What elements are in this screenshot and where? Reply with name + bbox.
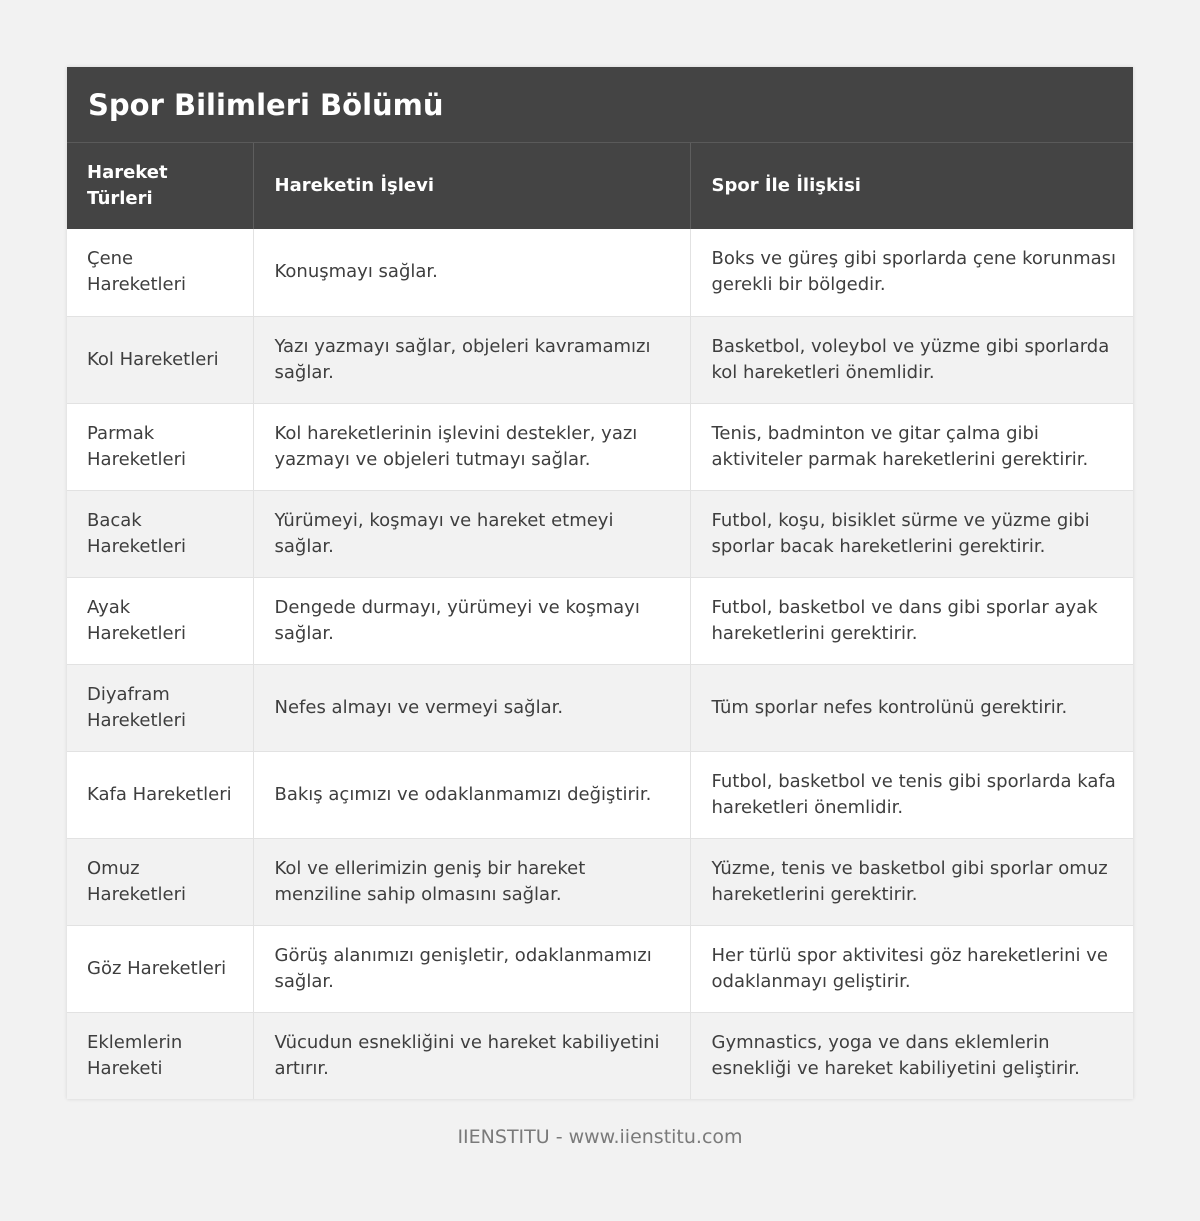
function-cell: Yürümeyi, koşmayı ve hareket etmeyi sağlar. [253, 490, 690, 577]
movement-type-cell: Parmak Hareketleri [67, 403, 253, 490]
function-cell: Dengede durmayı, yürümeyi ve koşmayı sağlar. [253, 577, 690, 664]
column-header: Spor İle İlişkisi [690, 143, 1133, 229]
sport-relation-cell: Yüzme, tenis ve basketbol gibi sporlar omuz hareketlerini gerektirir. [690, 838, 1133, 925]
column-header: Hareketin İşlevi [253, 143, 690, 229]
sport-relation-cell: Tenis, badminton ve gitar çalma gibi aktiviteler parmak hareketlerini gerektirir. [690, 403, 1133, 490]
movement-type-cell: Bacak Hareketleri [67, 490, 253, 577]
movement-type-cell: Ayak Hareketleri [67, 577, 253, 664]
movement-type-cell: Göz Hareketleri [67, 925, 253, 1012]
function-cell: Bakış açımızı ve odaklanmamızı değiştirir. [253, 751, 690, 838]
function-cell: Konuşmayı sağlar. [253, 229, 690, 316]
function-cell: Nefes almayı ve vermeyi sağlar. [253, 664, 690, 751]
table-row [67, 490, 1133, 577]
table-title: Spor Bilimleri Bölümü [67, 67, 1133, 143]
table-row [67, 751, 1133, 838]
movement-type-cell: Kol Hareketleri [67, 316, 253, 403]
table-card [67, 67, 1133, 1099]
footer-credit: IIENSTITU - www.iienstitu.com [457, 1126, 743, 1148]
sport-relation-cell: Her türlü spor aktivitesi göz hareketlerini ve odaklanmayı geliştirir. [690, 925, 1133, 1012]
sport-relation-cell: Basketbol, voleybol ve yüzme gibi sporlarda kol hareketleri önemlidir. [690, 316, 1133, 403]
sport-relation-cell: Boks ve güreş gibi sporlarda çene korunması gerekli bir bölgedir. [690, 229, 1133, 316]
sport-relation-cell: Futbol, basketbol ve dans gibi sporlar ayak hareketlerini gerektirir. [690, 577, 1133, 664]
movement-type-cell: Eklemlerin Hareketi [67, 1012, 253, 1099]
data-table [67, 143, 1133, 1099]
table-row [67, 577, 1133, 664]
table-row [67, 664, 1133, 751]
function-cell: Kol ve ellerimizin geniş bir hareket menziline sahip olmasını sağlar. [253, 838, 690, 925]
movement-type-cell: Diyafram Hareketleri [67, 664, 253, 751]
movement-type-cell: Omuz Hareketleri [67, 838, 253, 925]
sport-relation-cell: Tüm sporlar nefes kontrolünü gerektirir. [690, 664, 1133, 751]
sport-relation-cell: Futbol, basketbol ve tenis gibi sporlarda kafa hareketleri önemlidir. [690, 751, 1133, 838]
sport-relation-cell: Futbol, koşu, bisiklet sürme ve yüzme gibi sporlar bacak hareketlerini gerektirir. [690, 490, 1133, 577]
function-cell: Kol hareketlerinin işlevini destekler, yazı yazmayı ve objeleri tutmayı sağlar. [253, 403, 690, 490]
movement-type-cell: Çene Hareketleri [67, 229, 253, 316]
table-row [67, 838, 1133, 925]
table-row [67, 316, 1133, 403]
table-row [67, 1012, 1133, 1099]
table-row [67, 925, 1133, 1012]
function-cell: Vücudun esnekliğini ve hareket kabiliyetini artırır. [253, 1012, 690, 1099]
function-cell: Yazı yazmayı sağlar, objeleri kavramamızı sağlar. [253, 316, 690, 403]
table-header-row [67, 143, 1133, 229]
sport-relation-cell: Gymnastics, yoga ve dans eklemlerin esnekliği ve hareket kabiliyetini geliştirir. [690, 1012, 1133, 1099]
table-row [67, 403, 1133, 490]
movement-type-cell: Kafa Hareketleri [67, 751, 253, 838]
column-header: Hareket Türleri [67, 143, 253, 229]
table-row [67, 229, 1133, 316]
function-cell: Görüş alanımızı genişletir, odaklanmamızı sağlar. [253, 925, 690, 1012]
